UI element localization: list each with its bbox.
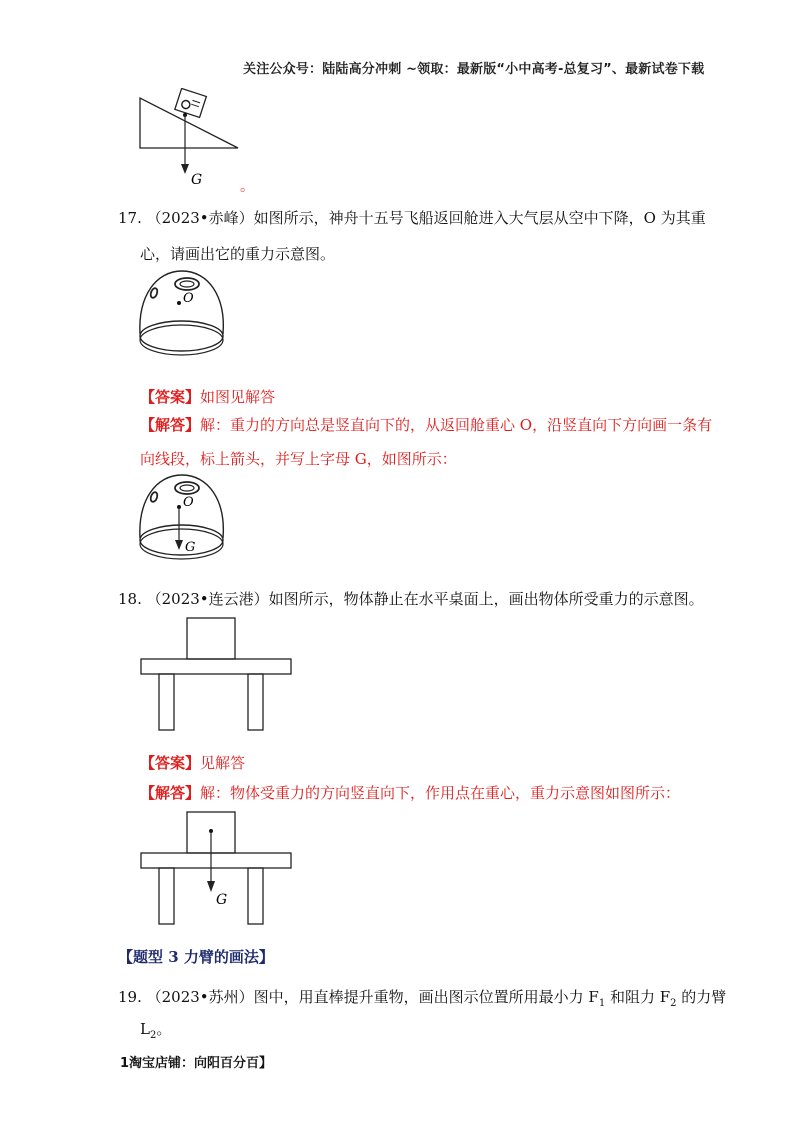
section-title: 【题型 3 力臂的画法】 bbox=[118, 948, 274, 966]
center-label-o: O bbox=[183, 495, 194, 510]
capsule-answer-figure bbox=[134, 470, 229, 565]
q18-answer bbox=[140, 752, 245, 774]
gravity-label: G bbox=[185, 540, 196, 555]
answer-text: 见解答 bbox=[200, 754, 246, 772]
q17-text-line2: 心，请画出它的重力示意图。 bbox=[140, 245, 336, 263]
q18-solution-line1 bbox=[140, 782, 680, 804]
page-header: 关注公众号：陆陆高分冲刺 ~领取：最新版“小中高考-总复习”、最新试卷下载 bbox=[243, 62, 705, 77]
table-answer-figure bbox=[138, 810, 294, 932]
page-footer: 1淘宝店铺：向阳百分百】 bbox=[120, 1056, 273, 1071]
q17-solution-line1 bbox=[140, 414, 712, 436]
gravity-arrow bbox=[207, 881, 215, 892]
gravity-label: G bbox=[191, 172, 203, 188]
capsule-figure bbox=[134, 266, 229, 361]
q18-text-line1: 18. （2023•连云港）如图所示，物体静止在水平桌面上，画出物体所受重力的示意图。 bbox=[118, 590, 704, 608]
answer-tag: 【答案】 bbox=[140, 754, 201, 772]
q17-text-line1: 17. （2023•赤峰）如图所示，神舟十五号飞船返回舱进入大气层从空中下降，O 为其重 bbox=[118, 209, 706, 227]
table-figure bbox=[138, 616, 294, 738]
gravity-arrow bbox=[175, 540, 183, 550]
q19-text-line2: $L_2$。 bbox=[140, 1020, 172, 1041]
q17-answer bbox=[140, 386, 275, 408]
solution-tag: 【解答】 bbox=[140, 784, 201, 802]
answer-tag: 【答案】 bbox=[140, 388, 201, 406]
solution-tag: 【解答】 bbox=[140, 416, 201, 434]
q19-text-line1: 19. （2023•苏州）图中，用直棒提升重物，画出图示位置所用最小力 $F_1$ 和阻力 $F_2$ 的力臂 bbox=[118, 988, 727, 1009]
center-label-o: O bbox=[183, 291, 194, 306]
q17-solution-line2: 向线段，标上箭头，并写上字母 G，如图所示： bbox=[140, 450, 457, 468]
trailing-mark: 。 bbox=[240, 179, 254, 195]
answer-text: 如图见解答 bbox=[200, 388, 276, 406]
solution-text: 解：重力的方向总是竖直向下的，从返回舱重心 O，沿竖直向下方向画一条有 bbox=[200, 416, 713, 434]
solution-text: 解：物体受重力的方向竖直向下，作用点在重心，重力示意图如图所示： bbox=[200, 784, 681, 802]
gravity-label: G bbox=[216, 892, 228, 908]
